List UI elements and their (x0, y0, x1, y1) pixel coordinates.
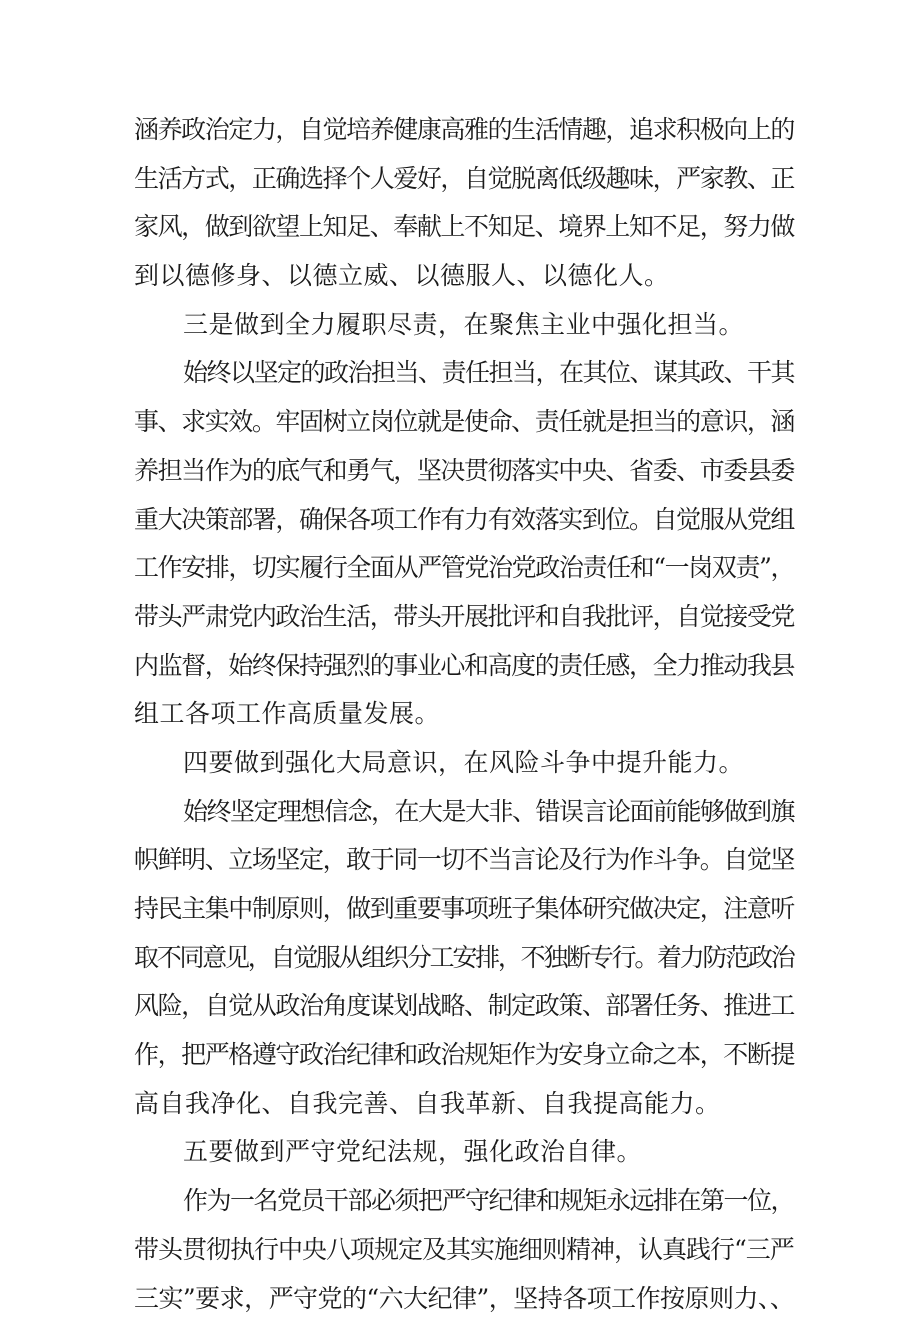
text-line: 组工各项工作高质量发展。 (134, 690, 794, 739)
text-line: 内监督，始终保持强烈的事业心和高度的责任感，全力推动我县 (134, 642, 794, 691)
text-line: 重大决策部署，确保各项工作有力有效落实到位。自觉服从党组 (134, 496, 794, 545)
text-line: 到以德修身、以德立威、以德服人、以德化人。 (134, 252, 794, 301)
text-line: 帜鲜明、立场坚定，敢于同一切不当言论及行为作斗争。自觉坚 (134, 836, 794, 885)
text-line: 家风，做到欲望上知足、奉献上不知足、境界上知不足，努力做 (134, 203, 794, 252)
text-line: 养担当作为的底气和勇气，坚决贯彻落实中央、省委、市委县委 (134, 447, 794, 496)
text-line: 生活方式，正确选择个人爱好，自觉脱离低级趣味，严家教、正 (134, 155, 794, 204)
text-line: 始终坚定理想信念，在大是大非、错误言论面前能够做到旗 (134, 788, 794, 837)
text-line: 始终以坚定的政治担当、责任担当，在其位、谋其政、干其 (134, 349, 794, 398)
text-line: 三实”要求，严守党的“六大纪律”，坚持各项工作按原则力、、 (134, 1275, 794, 1323)
text-line: 风险，自觉从政治角度谋划战略、制定政策、部署任务、推进工 (134, 982, 794, 1031)
text-line: 高自我净化、自我完善、自我革新、自我提高能力。 (134, 1080, 794, 1129)
text-line: 作为一名党员干部必须把严守纪律和规矩永远排在第一位， (134, 1177, 794, 1226)
text-line: 四要做到强化大局意识，在风险斗争中提升能力。 (134, 739, 794, 788)
text-line: 工作安排，切实履行全面从严管党治党政治责任和“一岗双责”， (134, 544, 794, 593)
text-line: 事、求实效。牢固树立岗位就是使命、责任就是担当的意识，涵 (134, 398, 794, 447)
text-line: 五要做到严守党纪法规，强化政治自律。 (134, 1128, 794, 1177)
document-body (134, 106, 794, 1323)
text-line: 涵养政治定力，自觉培养健康高雅的生活情趣，追求积极向上的 (134, 106, 794, 155)
text-line: 取不同意见，自觉服从组织分工安排，不独断专行。着力防范政治 (134, 934, 794, 983)
text-line: 带头严肃党内政治生活，带头开展批评和自我批评，自觉接受党 (134, 593, 794, 642)
text-line: 三是做到全力履职尽责，在聚焦主业中强化担当。 (134, 301, 794, 350)
text-line: 作，把严格遵守政治纪律和政治规矩作为安身立命之本，不断提 (134, 1031, 794, 1080)
text-line: 带头贯彻执行中央八项规定及其实施细则精神，认真践行“三严 (134, 1226, 794, 1275)
text-line: 持民主集中制原则，做到重要事项班子集体研究做决定，注意听 (134, 885, 794, 934)
